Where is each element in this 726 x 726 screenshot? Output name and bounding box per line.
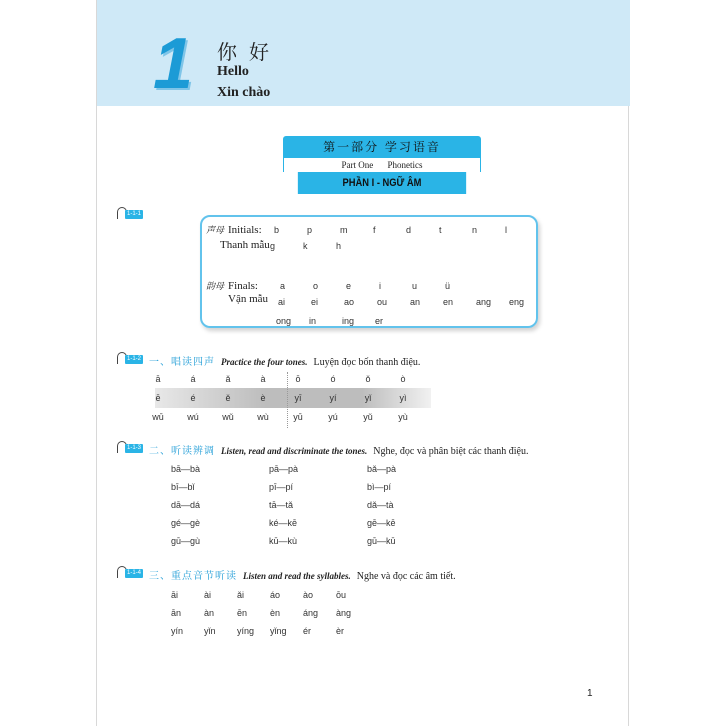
final-sound: ou xyxy=(377,297,388,307)
key-syllable: èn xyxy=(270,608,281,618)
initials-label-vi: Thanh mẫu xyxy=(220,239,270,251)
tone-syllable: á xyxy=(190,374,196,384)
audio-track-label: 1-1-1 xyxy=(127,211,142,217)
finals-label-vi: Vận mẫu xyxy=(228,293,269,305)
part-one-label: Part One xyxy=(341,160,374,170)
initials-finals-box xyxy=(200,215,538,328)
key-syllable: ōu xyxy=(336,590,347,600)
tone-syllable: ō xyxy=(295,374,301,384)
audio-track-label: 1-1-2 xyxy=(127,356,142,362)
key-syllable: ǎi xyxy=(237,590,245,600)
tone-syllable: yú xyxy=(328,412,338,422)
part-title-box xyxy=(283,136,481,194)
final-sound: ai xyxy=(278,297,286,307)
chapter-title-zh: 你好 xyxy=(217,40,281,64)
tone-syllable: ǒ xyxy=(365,374,371,384)
section-heading-text: 一、唱读四声 Practice the four tones. Luyện đọc bốn thanh điệu. xyxy=(149,357,421,368)
key-syllable: èr xyxy=(336,626,345,636)
initial-sound: h xyxy=(336,241,342,251)
tone-syllable: à xyxy=(260,374,266,384)
final-sound: an xyxy=(410,297,421,307)
tone-syllable: é xyxy=(190,393,196,403)
tone-pair: gé—gè xyxy=(171,518,201,528)
section-heading-text: 二、听读辨调 Listen, read and discriminate the tones. Nghe, đọc và phân biệt các thanh điệu. xyxy=(149,446,529,457)
final-sound: eng xyxy=(509,297,525,307)
part-title-vi: PHẦN I - NGỮ ÂM xyxy=(298,172,466,194)
key-syllable: àn xyxy=(204,608,215,618)
tone-pair: pā—pà xyxy=(269,464,299,474)
initial-sound: k xyxy=(303,241,308,251)
final-sound: in xyxy=(309,316,317,326)
final-sound: ing xyxy=(342,316,355,326)
tone-syllable: ē xyxy=(155,393,161,403)
tone-pair: bǎ—pà xyxy=(367,464,397,474)
tone-syllable: yù xyxy=(398,412,408,422)
tone-syllable: yǐ xyxy=(364,393,372,403)
initial-sound: m xyxy=(340,225,348,235)
final-sound: o xyxy=(313,281,319,291)
tone-pair: pī—pí xyxy=(269,482,294,492)
final-sound: ei xyxy=(311,297,319,307)
final-sound: e xyxy=(346,281,352,291)
initial-sound: g xyxy=(270,241,276,251)
tone-pair: kū—kù xyxy=(269,536,298,546)
key-syllable: ér xyxy=(303,626,312,636)
tone-syllable: yí xyxy=(329,393,337,403)
chapter-number: 1 xyxy=(153,24,194,104)
tone-syllable: yū xyxy=(293,412,303,422)
final-sound: i xyxy=(379,281,381,291)
tone-pair: gū—kū xyxy=(367,536,396,546)
key-syllable: ēn xyxy=(237,608,248,618)
phonetics-label: Phonetics xyxy=(387,160,423,170)
tone-syllable: è xyxy=(260,393,266,403)
tone-pair: dā—dá xyxy=(171,500,201,510)
tone-syllable: ě xyxy=(225,393,231,403)
tone-syllable: wǔ xyxy=(222,412,234,422)
key-syllable: yín xyxy=(171,626,184,636)
section-heading-text: 三、重点音节听读 Listen and read the syllables. Nghe và đọc các âm tiết. xyxy=(149,571,456,582)
final-sound: ang xyxy=(476,297,492,307)
tone-pair: tā—tǎ xyxy=(269,500,294,510)
audio-track-label: 1-1-4 xyxy=(127,570,142,576)
initial-sound: p xyxy=(307,225,313,235)
tone-syllable: ǎ xyxy=(225,374,231,384)
key-syllable: àng xyxy=(336,608,352,618)
tone-pair: bī—bǐ xyxy=(171,482,195,492)
tone-syllable: wū xyxy=(152,412,164,422)
tone-pair: gē—kē xyxy=(367,518,396,528)
chapter-header xyxy=(97,0,630,106)
initial-sound: n xyxy=(472,225,478,235)
final-sound: ü xyxy=(445,281,451,291)
tone-syllable: wù xyxy=(257,412,269,422)
final-sound: u xyxy=(412,281,418,291)
tone-syllable: yì xyxy=(399,393,407,403)
chapter-title-en: Hello xyxy=(217,64,249,79)
tone-pair: dǎ—tà xyxy=(367,500,394,510)
tone-pair: gū—gù xyxy=(171,536,201,546)
key-syllable: yíng xyxy=(237,626,255,636)
initial-sound: t xyxy=(439,225,442,235)
initials-label: 声母 Initials: xyxy=(206,224,262,236)
tone-syllable: ò xyxy=(400,374,406,384)
key-syllable: yǐng xyxy=(270,626,287,636)
initial-sound: f xyxy=(373,225,376,235)
textbook-page xyxy=(96,0,629,726)
tone-syllable: wú xyxy=(187,412,199,422)
tone-syllable: ó xyxy=(330,374,336,384)
key-syllable: yǐn xyxy=(204,626,216,636)
tone-pair: bì—pí xyxy=(367,482,392,492)
final-sound: ao xyxy=(344,297,355,307)
chapter-title-vi: Xin chào xyxy=(217,85,271,100)
finals-label: 韵母 Finals: xyxy=(206,280,258,292)
key-syllable: ān xyxy=(171,608,182,618)
final-sound: en xyxy=(443,297,454,307)
page-number: 1 xyxy=(587,688,593,699)
tone-syllable: ā xyxy=(155,374,161,384)
part-title-en xyxy=(283,158,481,172)
initial-sound: l xyxy=(505,225,507,235)
key-syllable: ài xyxy=(204,590,212,600)
key-syllable: āi xyxy=(171,590,179,600)
key-syllable: áng xyxy=(303,608,319,618)
tone-syllable: yī xyxy=(294,393,302,403)
tone-pair: ké—kē xyxy=(269,518,298,528)
final-sound: er xyxy=(375,316,384,326)
tone-syllable: yǔ xyxy=(363,412,373,422)
four-tones-table xyxy=(152,372,431,428)
key-syllable: ào xyxy=(303,590,314,600)
initial-sound: d xyxy=(406,225,412,235)
key-syllable: áo xyxy=(270,590,281,600)
final-sound: ong xyxy=(276,316,292,326)
initial-sound: b xyxy=(274,225,280,235)
final-sound: a xyxy=(280,281,286,291)
tone-pair: bā—bà xyxy=(171,464,201,474)
part-title-zh: 第一部分 学习语音 xyxy=(283,136,481,158)
audio-track-label: 1-1-3 xyxy=(127,445,142,451)
